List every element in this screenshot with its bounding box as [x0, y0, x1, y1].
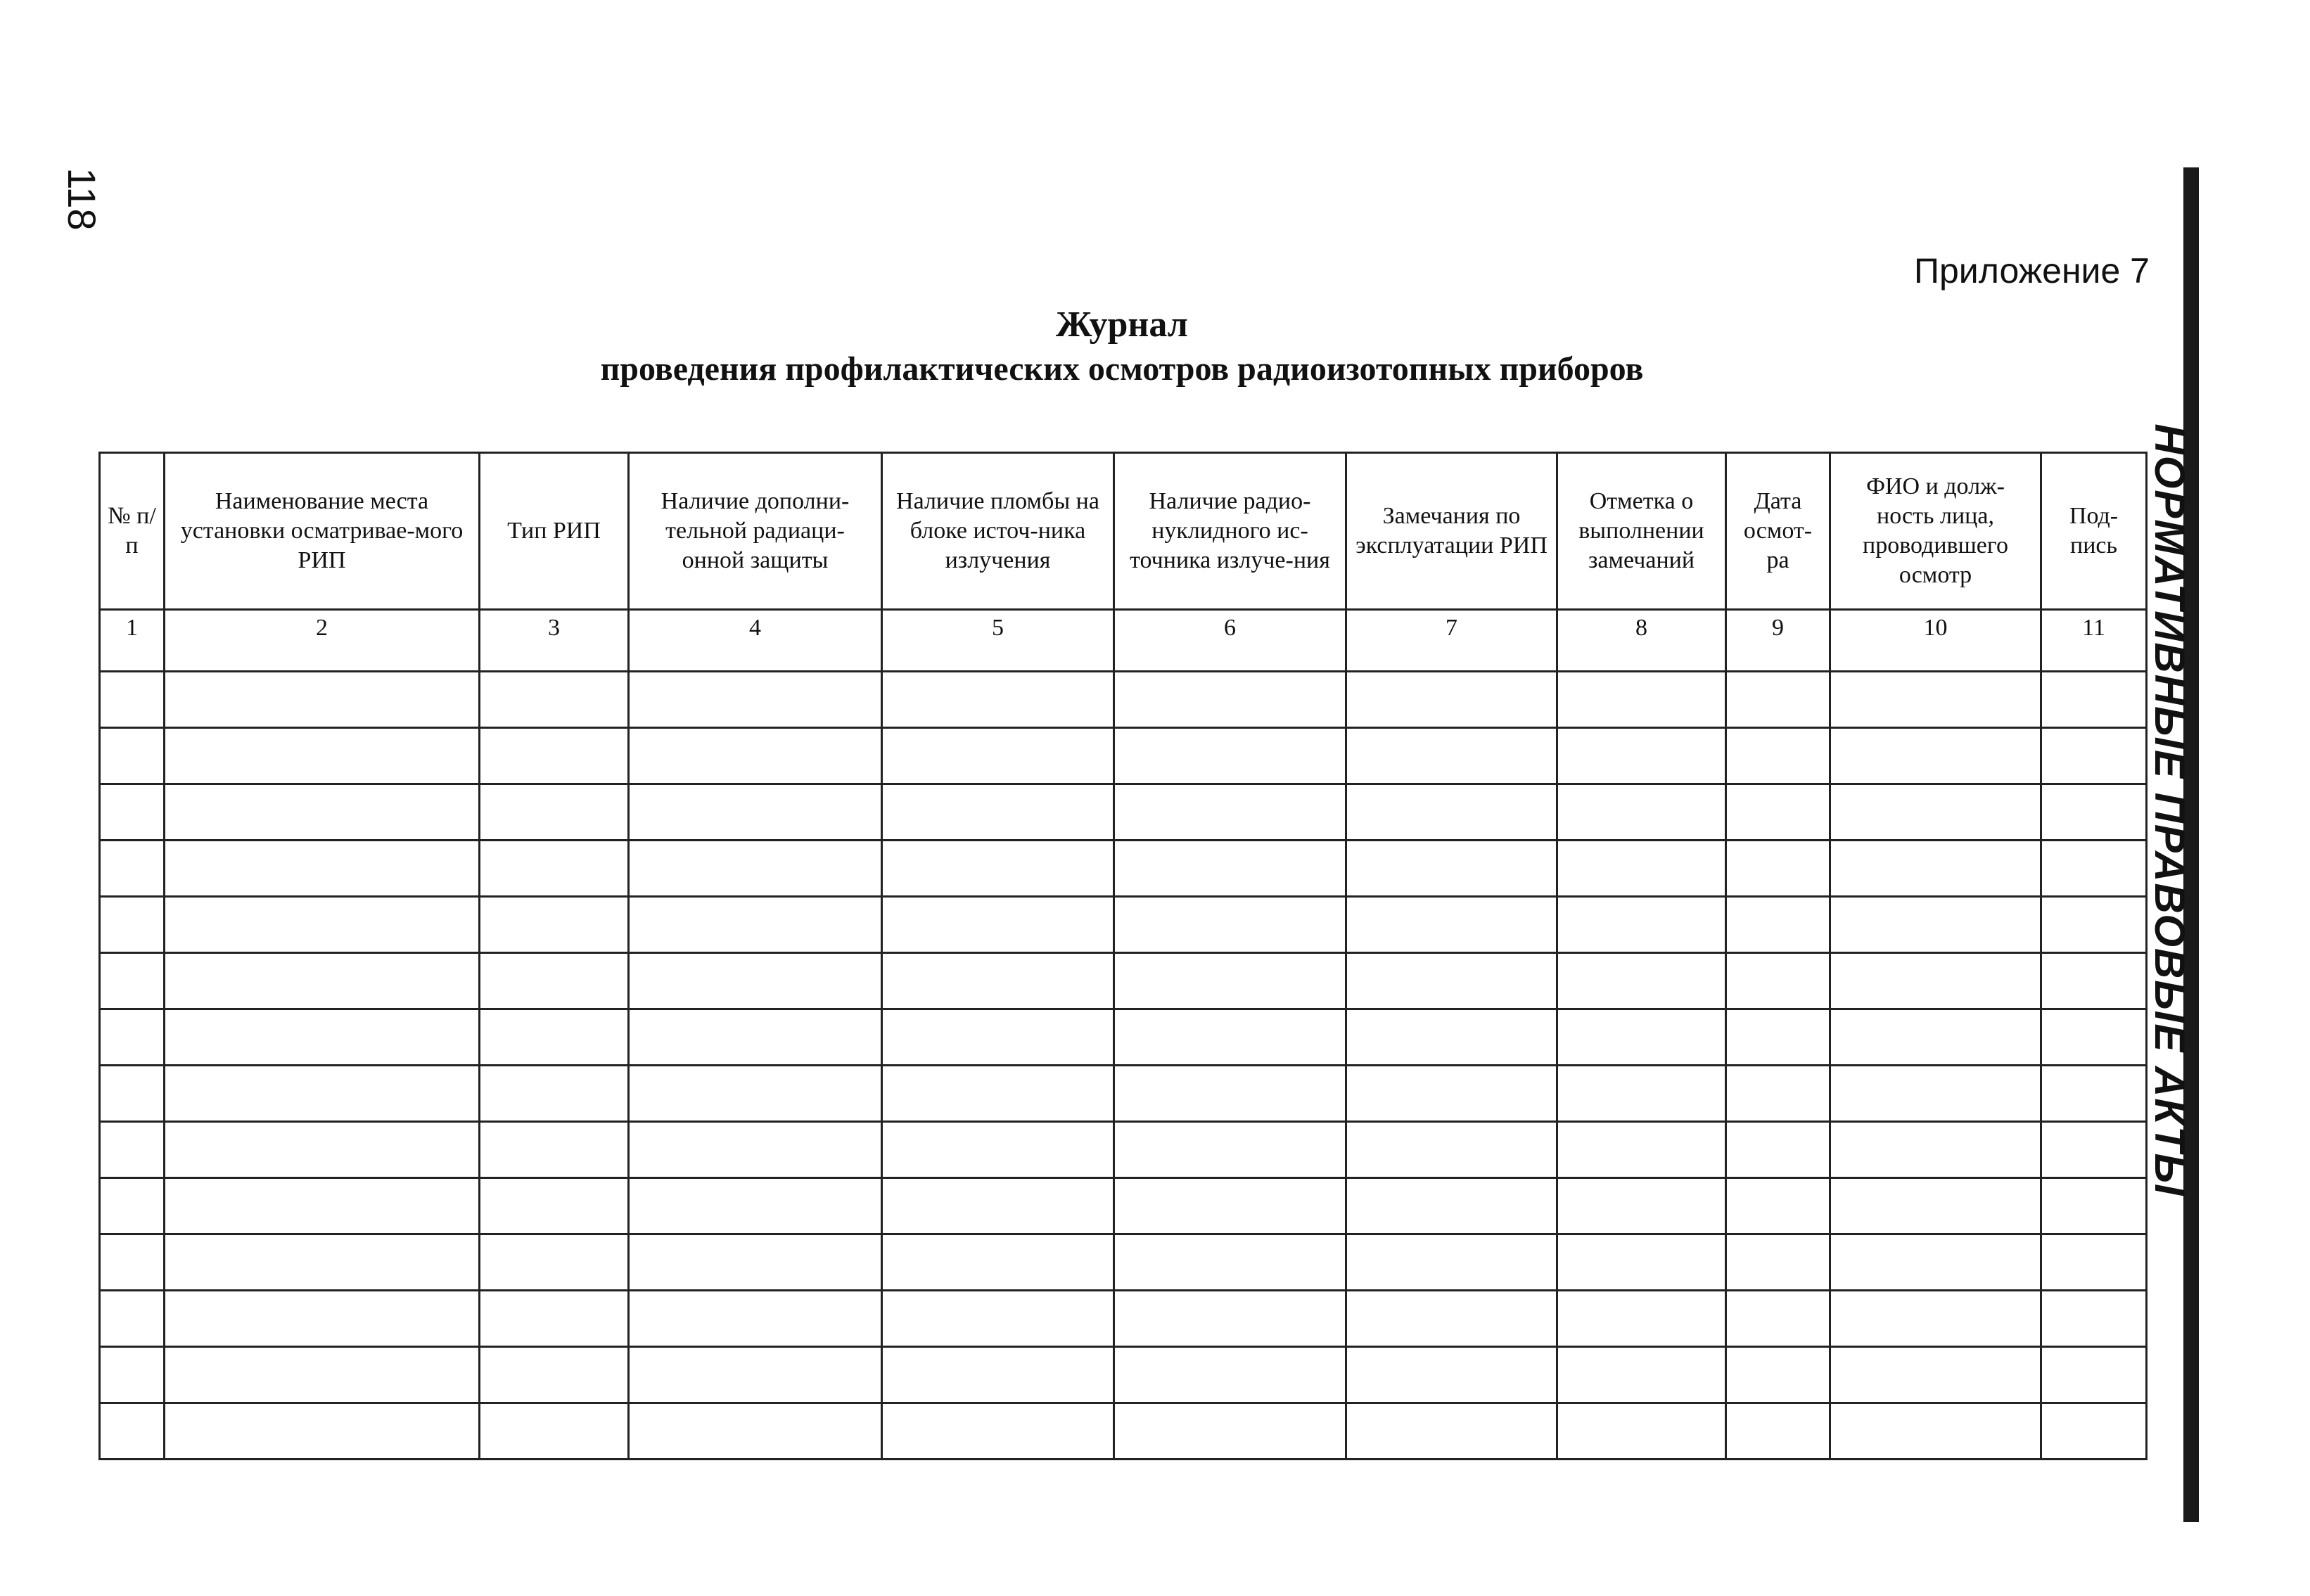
table-cell — [480, 784, 629, 841]
table-cell — [882, 897, 1114, 953]
table-cell — [1830, 1066, 2041, 1122]
table-row — [100, 1234, 2147, 1291]
table-cell — [882, 1009, 1114, 1066]
table-cell — [480, 672, 629, 728]
table-cell — [629, 1009, 882, 1066]
table-cell — [100, 953, 165, 1009]
header-row — [100, 453, 2147, 610]
table-row — [100, 672, 2147, 728]
header-cell: Замечания по эксплуатации РИП — [1346, 453, 1557, 610]
table-cell — [629, 1234, 882, 1291]
table-cell — [165, 672, 480, 728]
table-cell — [1346, 897, 1557, 953]
table-cell — [1557, 953, 1726, 1009]
table-cell — [165, 1178, 480, 1234]
table-cell — [480, 728, 629, 784]
table-cell — [1557, 784, 1726, 841]
table-cell — [100, 672, 165, 728]
table-cell — [629, 1066, 882, 1122]
table-cell — [882, 672, 1114, 728]
table-cell — [882, 728, 1114, 784]
table-row — [100, 1066, 2147, 1122]
table-cell — [1346, 784, 1557, 841]
table-cell — [1346, 1234, 1557, 1291]
table-cell — [1114, 841, 1346, 897]
column-number-cell: 5 — [882, 610, 1114, 672]
table-cell — [1830, 1347, 2041, 1403]
table-row — [100, 1178, 2147, 1234]
table-cell — [882, 1291, 1114, 1347]
table-cell — [480, 1234, 629, 1291]
table-cell — [629, 841, 882, 897]
table-cell — [1346, 728, 1557, 784]
table-cell — [480, 841, 629, 897]
table-cell — [1726, 1122, 1830, 1178]
table-cell — [1346, 1122, 1557, 1178]
table-cell — [165, 1122, 480, 1178]
table-cell — [480, 1347, 629, 1403]
table-cell — [480, 1122, 629, 1178]
title-block — [98, 302, 2145, 391]
column-number-cell: 11 — [2041, 610, 2147, 672]
journal-table — [98, 452, 2148, 1460]
table-cell — [882, 1347, 1114, 1403]
table-row — [100, 841, 2147, 897]
column-number-cell: 10 — [1830, 610, 2041, 672]
table-cell — [882, 1234, 1114, 1291]
table-row — [100, 1122, 2147, 1178]
table-cell — [165, 1009, 480, 1066]
table-cell — [1114, 1066, 1346, 1122]
table-cell — [1114, 1234, 1346, 1291]
table-cell — [1830, 728, 2041, 784]
header-cell: Наименование места установки осматривае-мого РИП — [165, 453, 480, 610]
table-cell — [1726, 784, 1830, 841]
document-title: Журнал — [1056, 305, 1188, 345]
table-cell — [100, 1066, 165, 1122]
table-cell — [1726, 953, 1830, 1009]
table-cell — [165, 1403, 480, 1460]
column-number-row — [100, 610, 2147, 672]
table-cell — [480, 1291, 629, 1347]
table-cell — [1557, 1122, 1726, 1178]
table-cell — [1557, 672, 1726, 728]
appendix-label: Приложение 7 — [1914, 251, 2150, 291]
table-cell — [629, 1122, 882, 1178]
table-cell — [100, 1403, 165, 1460]
table-cell — [1114, 672, 1346, 728]
table-cell — [1557, 1066, 1726, 1122]
table-cell — [480, 1066, 629, 1122]
table-cell — [100, 1178, 165, 1234]
header-cell: Тип РИП — [480, 453, 629, 610]
table-cell — [100, 728, 165, 784]
table-cell — [165, 897, 480, 953]
table-cell — [480, 1403, 629, 1460]
table-cell — [1114, 784, 1346, 841]
table-cell — [1726, 672, 1830, 728]
table-cell — [1830, 1291, 2041, 1347]
table-row — [100, 1403, 2147, 1460]
table-cell — [882, 1403, 1114, 1460]
table-cell — [1346, 672, 1557, 728]
table-cell — [100, 784, 165, 841]
table-cell — [1726, 728, 1830, 784]
table-cell — [1114, 1403, 1346, 1460]
header-cell: Под-пись — [2041, 453, 2147, 610]
table-cell — [100, 897, 165, 953]
table-cell — [1346, 1009, 1557, 1066]
column-number-cell: 3 — [480, 610, 629, 672]
header-cell: Наличие радио-нуклидного ис-точника излуче-ния — [1114, 453, 1346, 610]
table-cell — [1346, 1403, 1557, 1460]
column-number-cell: 6 — [1114, 610, 1346, 672]
table-cell — [1346, 1178, 1557, 1234]
table-cell — [629, 1403, 882, 1460]
column-number-cell: 9 — [1726, 610, 1830, 672]
table-cell — [1114, 1122, 1346, 1178]
table-row — [100, 784, 2147, 841]
column-number-cell: 1 — [100, 610, 165, 672]
table-cell — [1726, 1403, 1830, 1460]
table-row — [100, 1347, 2147, 1403]
header-cell: Отметка о выполнении замечаний — [1557, 453, 1726, 610]
table-cell — [882, 1178, 1114, 1234]
table-cell — [100, 1122, 165, 1178]
table-cell — [1830, 1009, 2041, 1066]
table-cell — [882, 1122, 1114, 1178]
table-row — [100, 953, 2147, 1009]
table-cell — [1726, 1178, 1830, 1234]
table-cell — [1557, 1178, 1726, 1234]
table-cell — [100, 1234, 165, 1291]
table-cell — [1830, 1122, 2041, 1178]
table-cell — [1114, 728, 1346, 784]
table-cell — [1346, 1291, 1557, 1347]
header-cell: Наличие дополни-тельной радиаци-онной защиты — [629, 453, 882, 610]
table-cell — [1346, 1347, 1557, 1403]
table-cell — [1830, 897, 2041, 953]
table-cell — [165, 1066, 480, 1122]
table-row — [100, 1009, 2147, 1066]
table-cell — [1114, 1347, 1346, 1403]
table-cell — [480, 953, 629, 1009]
table-cell — [1114, 897, 1346, 953]
table-cell — [1557, 841, 1726, 897]
table-cell — [1114, 953, 1346, 1009]
table-cell — [1346, 953, 1557, 1009]
table-cell — [629, 1291, 882, 1347]
table-cell — [1346, 841, 1557, 897]
table-cell — [882, 1066, 1114, 1122]
column-number-cell: 4 — [629, 610, 882, 672]
table-cell — [100, 1291, 165, 1347]
table-cell — [629, 953, 882, 1009]
header-cell: № п/п — [100, 453, 165, 610]
table-cell — [100, 841, 165, 897]
table-cell — [165, 1347, 480, 1403]
table-cell — [1114, 1291, 1346, 1347]
table-cell — [629, 672, 882, 728]
table-cell — [165, 728, 480, 784]
table-cell — [1830, 953, 2041, 1009]
table-cell — [1114, 1178, 1346, 1234]
table-cell — [1830, 1178, 2041, 1234]
column-number-cell: 2 — [165, 610, 480, 672]
table-cell — [480, 1009, 629, 1066]
side-caption: НОРМАТИВНЫЕ ПРАВОВЫЕ АКТЫ — [2146, 423, 2194, 1197]
table-cell — [1726, 1066, 1830, 1122]
table-cell — [1726, 1234, 1830, 1291]
table-cell — [1557, 1009, 1726, 1066]
table-cell — [1557, 1291, 1726, 1347]
table-cell — [1830, 784, 2041, 841]
table-cell — [1726, 897, 1830, 953]
table-cell — [629, 1347, 882, 1403]
table-row — [100, 1291, 2147, 1347]
table-cell — [1557, 1403, 1726, 1460]
table-row — [100, 897, 2147, 953]
table-cell — [165, 841, 480, 897]
table-cell — [1830, 1234, 2041, 1291]
table-cell — [480, 897, 629, 953]
page-number: 118 — [60, 167, 105, 231]
column-number-cell: 8 — [1557, 610, 1726, 672]
table-cell — [1557, 897, 1726, 953]
table-row — [100, 728, 2147, 784]
table-cell — [1726, 1291, 1830, 1347]
table-cell — [1830, 1403, 2041, 1460]
table-cell — [882, 953, 1114, 1009]
table-cell — [629, 897, 882, 953]
table-cell — [1726, 841, 1830, 897]
table-cell — [1726, 1009, 1830, 1066]
table-cell — [629, 1178, 882, 1234]
table-cell — [100, 1009, 165, 1066]
table-cell — [1557, 1234, 1726, 1291]
document-subtitle: проведения профилактических осмотров радиоизотопных приборов — [600, 350, 1644, 388]
header-cell: Наличие пломбы на блоке источ-ника излучения — [882, 453, 1114, 610]
table-cell — [1557, 1347, 1726, 1403]
header-cell: Дата осмот-ра — [1726, 453, 1830, 610]
table-cell — [882, 784, 1114, 841]
table-cell — [629, 784, 882, 841]
table-cell — [100, 1347, 165, 1403]
table-cell — [1830, 672, 2041, 728]
column-number-cell: 7 — [1346, 610, 1557, 672]
table-cell — [165, 784, 480, 841]
table-cell — [1557, 728, 1726, 784]
table-cell — [165, 953, 480, 1009]
table-cell — [1830, 841, 2041, 897]
table-cell — [165, 1234, 480, 1291]
table-cell — [882, 841, 1114, 897]
table-cell — [1346, 1066, 1557, 1122]
table-cell — [480, 1178, 629, 1234]
table-cell — [629, 728, 882, 784]
table-cell — [1726, 1347, 1830, 1403]
table-cell — [165, 1291, 480, 1347]
table-cell — [1114, 1009, 1346, 1066]
header-cell: ФИО и долж-ность лица, проводившего осмотр — [1830, 453, 2041, 610]
